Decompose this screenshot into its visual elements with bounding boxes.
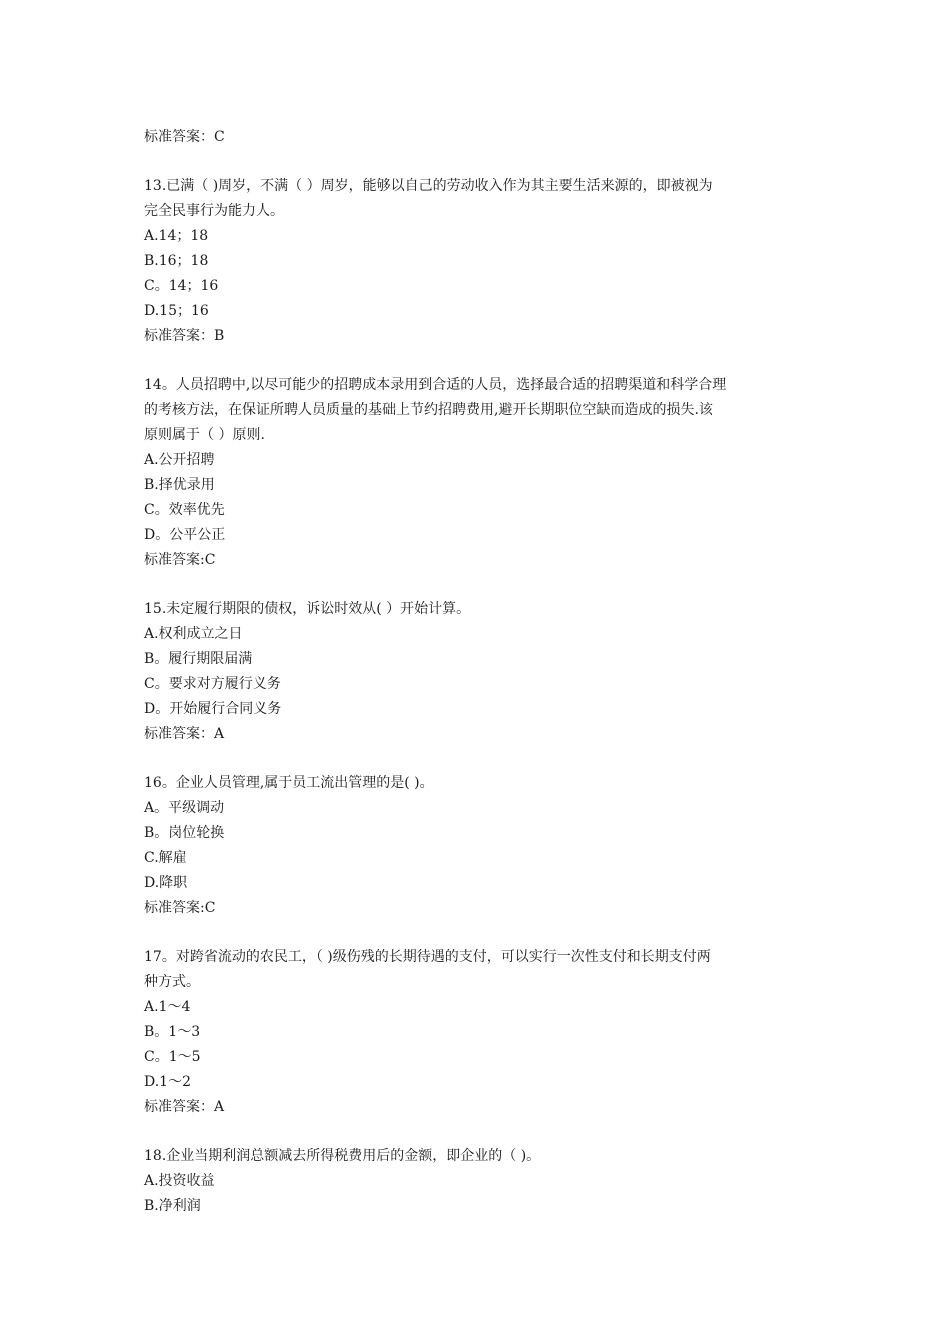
- question-17-answer: 标准答案：A: [144, 1099, 225, 1115]
- question-14-stem-line-3: 原则属于（ ）原则.: [144, 427, 265, 443]
- question-15-stem-line-1: 15.未定履行期限的债权，诉讼时效从( ）开始计算。: [144, 601, 471, 617]
- question-15-option-d: D。开始履行合同义务: [144, 701, 282, 717]
- question-13-option-d: D.15；16: [144, 303, 209, 319]
- question-16-option-d: D.降职: [144, 875, 188, 891]
- question-13-stem-line-2: 完全民事行为能力人。: [144, 203, 284, 219]
- question-14-stem-line-2: 的考核方法，在保证所聘人员质量的基础上节约招聘费用,避开长期职位空缺而造成的损失.该: [144, 402, 713, 418]
- answer-line: 标准答案：C: [144, 129, 225, 145]
- question-16-option-b: B。岗位轮换: [144, 825, 225, 841]
- question-14-option-b: B.择优录用: [144, 477, 215, 493]
- question-16-option-c: C.解雇: [144, 850, 187, 866]
- question-15-option-b: B。履行期限届满: [144, 651, 253, 667]
- question-18-option-a: A.投资收益: [144, 1173, 215, 1189]
- question-16-answer: 标准答案:C: [144, 900, 216, 916]
- question-13-option-c: C。14；16: [144, 278, 219, 294]
- question-17-option-b: B。1～3: [144, 1024, 201, 1040]
- question-17-option-c: C。1～5: [144, 1049, 201, 1065]
- question-16-option-a: A。平级调动: [144, 800, 225, 816]
- question-18-option-b: B.净利润: [144, 1198, 201, 1214]
- question-14-option-d: D。公平公正: [144, 527, 226, 543]
- question-13-option-b: B.16；18: [144, 253, 209, 269]
- question-14-stem-line-1: 14。人员招聘中,以尽可能少的招聘成本录用到合适的人员，选择最合适的招聘渠道和科学合理: [144, 377, 727, 393]
- question-16-stem-line-1: 16。企业人员管理,属于员工流出管理的是( )。: [144, 775, 434, 791]
- question-15-option-c: C。要求对方履行义务: [144, 676, 281, 692]
- question-15-answer: 标准答案：A: [144, 726, 225, 742]
- question-17-option-a: A.1～4: [144, 999, 191, 1015]
- question-14-option-c: C。效率优先: [144, 502, 225, 518]
- question-13-option-a: A.14；18: [144, 228, 209, 244]
- question-13-answer: 标准答案：B: [144, 328, 225, 344]
- question-17-option-d: D.1～2: [144, 1074, 191, 1090]
- question-15-option-a: A.权利成立之日: [144, 626, 243, 642]
- question-17-stem-line-1: 17。对跨省流动的农民工，（ )级伤残的长期待遇的支付，可以实行一次性支付和长期支付两: [144, 949, 711, 965]
- question-13-stem-line-1: 13.已满（ )周岁，不满（ ）周岁，能够以自己的劳动收入作为其主要生活来源的，即被视为: [144, 178, 713, 194]
- question-18-stem-line-1: 18.企业当期利润总额减去所得税费用后的金额，即企业的（ )。: [144, 1148, 541, 1164]
- question-14-option-a: A.公开招聘: [144, 452, 215, 468]
- question-14-answer: 标准答案:C: [144, 552, 216, 568]
- question-17-stem-line-2: 种方式。: [144, 974, 200, 990]
